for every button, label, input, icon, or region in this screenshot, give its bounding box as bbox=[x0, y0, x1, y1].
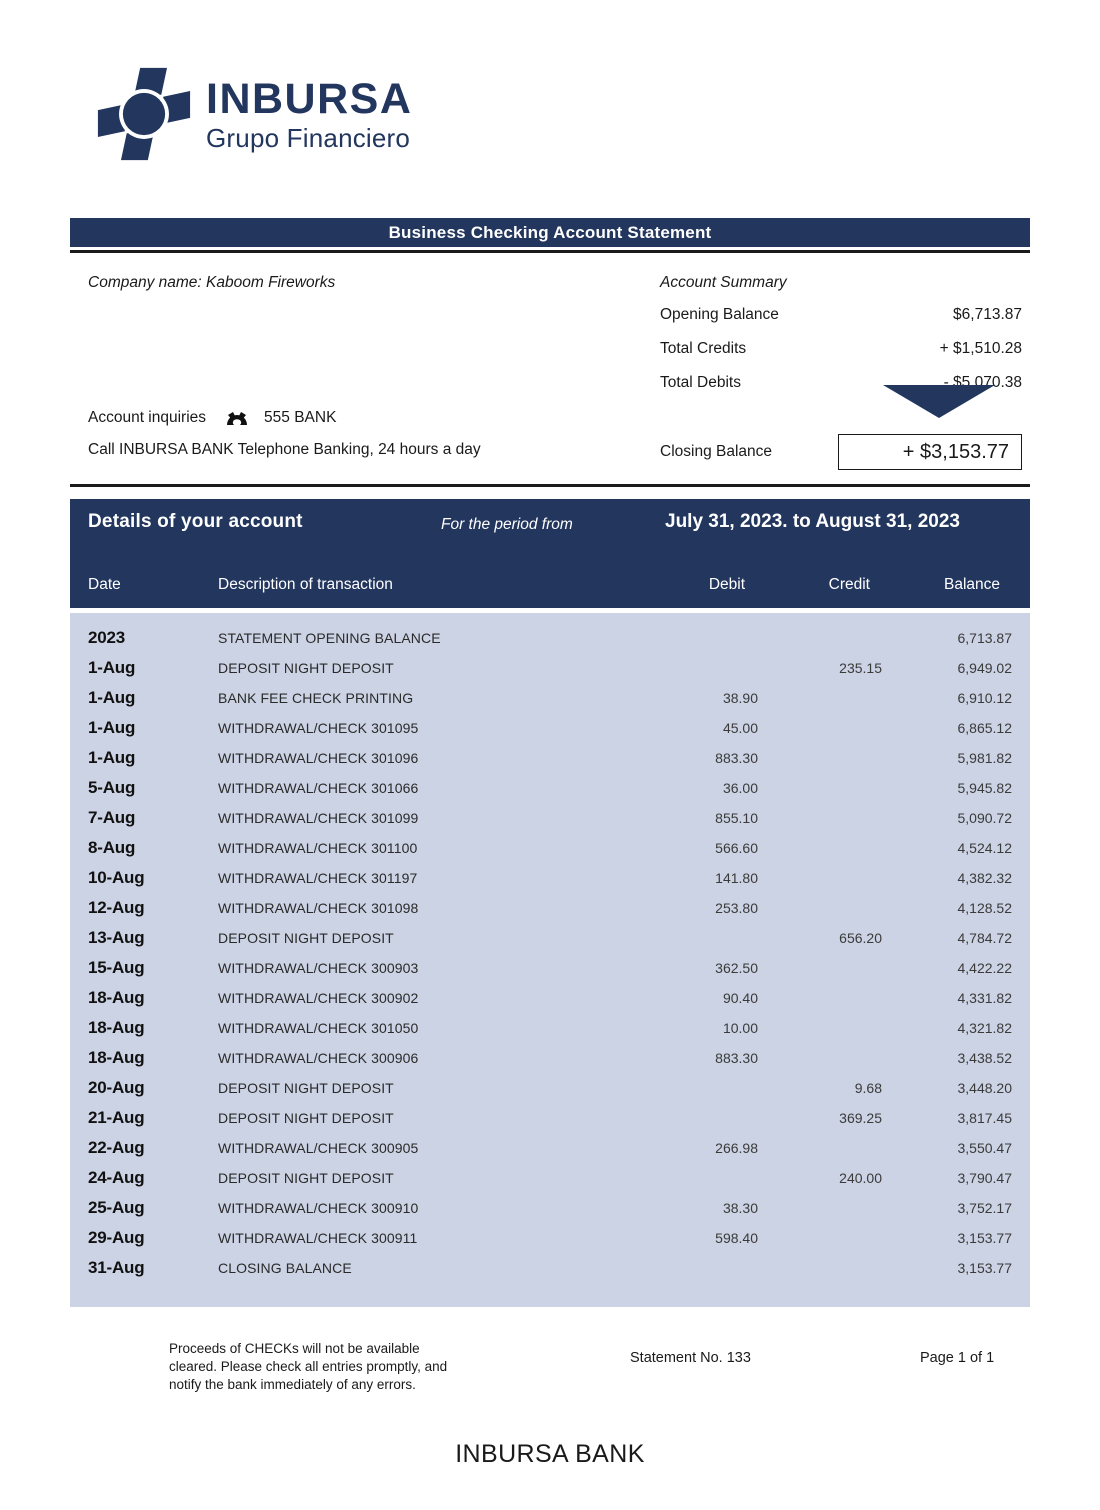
transaction-description: BANK FEE CHECK PRINTING bbox=[218, 690, 414, 706]
transaction-description: WITHDRAWAL/CHECK 300903 bbox=[218, 960, 419, 976]
transaction-description: DEPOSIT NIGHT DEPOSIT bbox=[218, 1080, 394, 1096]
table-row bbox=[70, 803, 1030, 833]
transaction-date: 22-Aug bbox=[88, 1138, 145, 1157]
transaction-balance: 4,128.52 bbox=[957, 900, 1012, 916]
summary-label: Total Credits bbox=[660, 340, 747, 357]
account-inquiries-label: Account inquiries bbox=[88, 409, 207, 426]
column-header-balance: Balance bbox=[943, 576, 1000, 593]
transaction-date: 13-Aug bbox=[88, 928, 145, 947]
table-row bbox=[70, 623, 1030, 653]
down-triangle-icon bbox=[883, 385, 995, 418]
summary-label: Opening Balance bbox=[660, 306, 779, 323]
transaction-date: 1-Aug bbox=[88, 748, 136, 767]
transactions-table bbox=[70, 613, 1030, 1307]
transaction-description: WITHDRAWAL/CHECK 300902 bbox=[218, 990, 419, 1006]
transaction-debit: 362.50 bbox=[715, 960, 758, 976]
transaction-balance: 4,331.82 bbox=[957, 990, 1012, 1006]
transaction-description: DEPOSIT NIGHT DEPOSIT bbox=[218, 1170, 394, 1186]
transaction-date: 18-Aug bbox=[88, 1018, 145, 1037]
table-row bbox=[70, 1013, 1030, 1043]
transaction-date: 18-Aug bbox=[88, 1048, 145, 1067]
brand-logo bbox=[96, 66, 412, 162]
transaction-balance: 3,448.20 bbox=[957, 1080, 1012, 1096]
transaction-balance: 3,752.17 bbox=[957, 1200, 1012, 1216]
table-row bbox=[70, 713, 1030, 743]
column-header-description: Description of transaction bbox=[218, 576, 393, 593]
page-footer bbox=[70, 1340, 1030, 1410]
transaction-balance: 4,422.22 bbox=[957, 960, 1012, 976]
transaction-date: 1-Aug bbox=[88, 688, 136, 707]
transaction-debit: 883.30 bbox=[715, 1050, 758, 1066]
table-row bbox=[70, 953, 1030, 983]
transaction-description: WITHDRAWAL/CHECK 301050 bbox=[218, 1020, 419, 1036]
transaction-credit: 235.15 bbox=[839, 660, 882, 676]
transaction-description: WITHDRAWAL/CHECK 301197 bbox=[218, 870, 418, 886]
transaction-description: WITHDRAWAL/CHECK 300910 bbox=[218, 1200, 419, 1216]
transaction-debit: 141.80 bbox=[715, 870, 758, 886]
transaction-debit: 38.30 bbox=[722, 1200, 758, 1216]
table-row bbox=[70, 1103, 1030, 1133]
transaction-description: WITHDRAWAL/CHECK 300906 bbox=[218, 1050, 419, 1066]
company-name-line: Company name: Kaboom Fireworks bbox=[88, 274, 336, 291]
table-row bbox=[70, 1193, 1030, 1223]
transaction-description: WITHDRAWAL/CHECK 301096 bbox=[218, 750, 419, 766]
table-row bbox=[70, 983, 1030, 1013]
transaction-description: WITHDRAWAL/CHECK 301066 bbox=[218, 780, 419, 796]
transaction-description: DEPOSIT NIGHT DEPOSIT bbox=[218, 660, 394, 676]
period-label: For the period from bbox=[441, 516, 573, 533]
details-title: Details of your account bbox=[88, 511, 303, 532]
transaction-debit: 45.00 bbox=[722, 720, 758, 736]
transaction-balance: 3,438.52 bbox=[957, 1050, 1012, 1066]
divider-under-title bbox=[70, 250, 1030, 253]
transaction-balance: 5,090.72 bbox=[957, 810, 1012, 826]
transaction-credit: 9.68 bbox=[854, 1080, 882, 1096]
closing-balance-box bbox=[838, 434, 1022, 470]
transaction-date: 12-Aug bbox=[88, 898, 145, 917]
transaction-debit: 598.40 bbox=[715, 1230, 758, 1246]
transaction-debit: 883.30 bbox=[715, 750, 758, 766]
transaction-description: WITHDRAWAL/CHECK 300911 bbox=[218, 1230, 418, 1246]
table-row bbox=[70, 1073, 1030, 1103]
transaction-balance: 3,153.77 bbox=[957, 1230, 1012, 1246]
summary-label: Total Debits bbox=[660, 374, 741, 391]
summary-row-total-credits bbox=[660, 340, 1022, 358]
transaction-date: 10-Aug bbox=[88, 868, 145, 887]
transaction-description: STATEMENT OPENING BALANCE bbox=[218, 630, 441, 646]
transaction-balance: 5,981.82 bbox=[957, 750, 1012, 766]
transaction-debit: 566.60 bbox=[715, 840, 758, 856]
table-row bbox=[70, 833, 1030, 863]
transaction-date: 20-Aug bbox=[88, 1078, 145, 1097]
table-row bbox=[70, 743, 1030, 773]
summary-value: - $5,070.38 bbox=[943, 374, 1022, 391]
period-value: July 31, 2023. to August 31, 2023 bbox=[665, 511, 960, 532]
transaction-date: 1-Aug bbox=[88, 658, 136, 677]
inbursa-pinwheel-logo-icon bbox=[96, 66, 192, 162]
account-inquiries-row bbox=[88, 409, 336, 427]
transaction-debit: 38.90 bbox=[722, 690, 758, 706]
transaction-date: 21-Aug bbox=[88, 1108, 145, 1127]
transaction-date: 18-Aug bbox=[88, 988, 145, 1007]
brand-wordmark bbox=[206, 74, 413, 153]
transaction-balance: 5,945.82 bbox=[957, 780, 1012, 796]
transaction-date: 7-Aug bbox=[88, 808, 136, 827]
transaction-description: WITHDRAWAL/CHECK 301095 bbox=[218, 720, 419, 736]
transaction-debit: 253.80 bbox=[715, 900, 758, 916]
transaction-credit: 656.20 bbox=[839, 930, 882, 946]
account-summary-title: Account Summary bbox=[660, 274, 787, 291]
table-row bbox=[70, 1133, 1030, 1163]
transaction-description: WITHDRAWAL/CHECK 301099 bbox=[218, 810, 419, 826]
statement-number: Statement No. 133 bbox=[630, 1350, 751, 1366]
summary-value: $6,713.87 bbox=[953, 306, 1022, 323]
transaction-description: WITHDRAWAL/CHECK 300905 bbox=[218, 1140, 419, 1156]
transaction-balance: 4,382.32 bbox=[957, 870, 1012, 886]
bank-name-footer: INBURSA BANK bbox=[455, 1440, 645, 1468]
transaction-debit: 90.40 bbox=[722, 990, 758, 1006]
summary-row-opening-balance bbox=[660, 306, 1022, 324]
transaction-balance: 6,949.02 bbox=[957, 660, 1012, 676]
transaction-balance: 3,790.47 bbox=[957, 1170, 1012, 1186]
closing-balance-label: Closing Balance bbox=[660, 443, 773, 460]
transaction-balance: 6,865.12 bbox=[957, 720, 1012, 736]
brand-name: INBURSA bbox=[206, 74, 413, 123]
table-row bbox=[70, 1043, 1030, 1073]
transaction-debit: 10.00 bbox=[722, 1020, 758, 1036]
column-header-date: Date bbox=[88, 576, 121, 593]
transaction-balance: 3,153.77 bbox=[957, 1260, 1012, 1276]
page-title: Business Checking Account Statement bbox=[388, 222, 712, 242]
page-number: Page 1 of 1 bbox=[920, 1350, 995, 1366]
table-row bbox=[70, 863, 1030, 893]
column-header-debit: Debit bbox=[708, 576, 745, 593]
table-row bbox=[70, 1163, 1030, 1193]
telephone-icon bbox=[224, 409, 250, 427]
transaction-debit: 266.98 bbox=[715, 1140, 758, 1156]
transaction-debit: 36.00 bbox=[722, 780, 758, 796]
column-header-credit: Credit bbox=[828, 576, 870, 593]
transaction-date: 29-Aug bbox=[88, 1228, 145, 1247]
transaction-description: WITHDRAWAL/CHECK 301098 bbox=[218, 900, 419, 916]
transaction-description: WITHDRAWAL/CHECK 301100 bbox=[218, 840, 418, 856]
transaction-balance: 3,817.45 bbox=[957, 1110, 1012, 1126]
table-row bbox=[70, 683, 1030, 713]
table-row bbox=[70, 773, 1030, 803]
account-inquiries-phone: 555 BANK bbox=[264, 409, 337, 426]
transaction-date: 15-Aug bbox=[88, 958, 145, 977]
telephone-banking-line: Call INBURSA BANK Telephone Banking, 24 hours a day bbox=[88, 441, 481, 458]
details-header bbox=[70, 499, 1030, 608]
table-row bbox=[70, 893, 1030, 923]
closing-balance-value: + $3,153.77 bbox=[902, 440, 1009, 463]
table-row bbox=[70, 1223, 1030, 1253]
transaction-description: DEPOSIT NIGHT DEPOSIT bbox=[218, 930, 394, 946]
footer-note: Proceeds of CHECKs will not be available cleared. Please check all entries promptly, and notify the bank immediately of any errors. bbox=[169, 1341, 448, 1393]
transaction-balance: 4,321.82 bbox=[957, 1020, 1012, 1036]
transaction-description: CLOSING BALANCE bbox=[218, 1260, 352, 1276]
transaction-balance: 3,550.47 bbox=[957, 1140, 1012, 1156]
transaction-date: 2023 bbox=[88, 628, 126, 647]
transaction-date: 5-Aug bbox=[88, 778, 136, 797]
transaction-date: 24-Aug bbox=[88, 1168, 145, 1187]
transaction-debit: 855.10 bbox=[715, 810, 758, 826]
transaction-credit: 369.25 bbox=[839, 1110, 882, 1126]
transaction-date: 25-Aug bbox=[88, 1198, 145, 1217]
table-row bbox=[70, 1253, 1030, 1283]
summary-value: + $1,510.28 bbox=[939, 340, 1022, 357]
transaction-balance: 4,524.12 bbox=[957, 840, 1012, 856]
transaction-balance: 6,713.87 bbox=[957, 630, 1012, 646]
transaction-date: 1-Aug bbox=[88, 718, 136, 737]
transaction-date: 31-Aug bbox=[88, 1258, 145, 1277]
transaction-date: 8-Aug bbox=[88, 838, 136, 857]
transaction-balance: 4,784.72 bbox=[957, 930, 1012, 946]
divider-above-details bbox=[70, 484, 1030, 487]
transaction-balance: 6,910.12 bbox=[957, 690, 1012, 706]
brand-tagline: Grupo Financiero bbox=[206, 122, 411, 153]
transaction-credit: 240.00 bbox=[839, 1170, 882, 1186]
table-row bbox=[70, 923, 1030, 953]
statement-title-bar bbox=[70, 218, 1030, 247]
transaction-description: DEPOSIT NIGHT DEPOSIT bbox=[218, 1110, 394, 1126]
table-row bbox=[70, 653, 1030, 683]
